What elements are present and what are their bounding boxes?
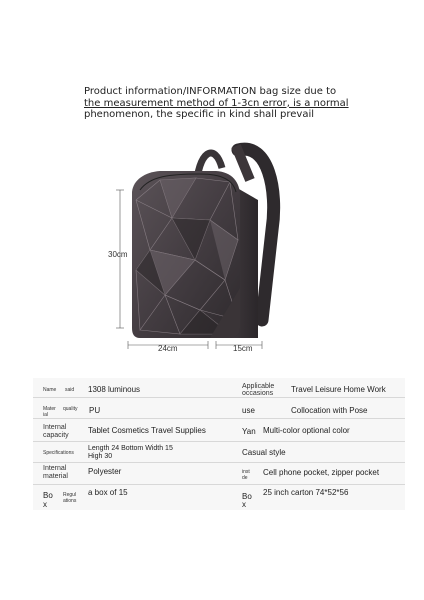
notice-line-1: Product information/INFORMATION bag size due to: [84, 86, 337, 97]
label-ations: ations: [63, 498, 77, 504]
value-pockets: Cell phone pocket, zipper pocket: [263, 468, 380, 477]
value-capacity: Tablet Cosmetics Travel Supplies: [88, 426, 206, 435]
value-color: Multi-color optional color: [263, 426, 350, 435]
notice-line-3: phenomenon, the specific in kind shall prevail: [84, 109, 315, 120]
value-internal-material: Polyester: [88, 467, 122, 476]
label-ial: ial: [43, 412, 49, 418]
spec-table: [33, 378, 405, 510]
label-de: de: [242, 475, 248, 481]
value-size-2: High 30: [88, 453, 113, 460]
label-box: Bo: [43, 491, 53, 500]
label-occasions: occasions: [242, 390, 274, 397]
label-material: material: [43, 473, 68, 480]
dimension-depth: 15cm: [233, 344, 253, 353]
backpack-photo: [0, 120, 424, 360]
spec-row-specifications: [33, 442, 405, 463]
label-yan: Yan: [242, 427, 256, 436]
value-name: 1308 luminous: [88, 385, 141, 394]
label-box-x: x: [43, 500, 47, 509]
spec-row-internal-material: [33, 463, 405, 485]
label-name: Name: [43, 387, 57, 393]
label-internal: Internal: [43, 424, 67, 431]
value-occasions: Travel Leisure Home Work: [291, 385, 386, 394]
spec-row-capacity: [33, 419, 405, 442]
spec-row-material: [33, 398, 405, 419]
value-material: PU: [89, 406, 101, 415]
label-capacity: capacity: [43, 432, 69, 439]
value-use: Collocation with Pose: [291, 406, 368, 415]
label-box-2-x: x: [242, 500, 246, 509]
label-regul: Regul: [63, 492, 77, 498]
spec-row-name: [33, 378, 405, 398]
label-use: use: [242, 406, 255, 415]
value-carton: 25 inch carton 74*52*56: [263, 488, 349, 497]
value-box: a box of 15: [88, 488, 128, 497]
label-mater: Mater: [43, 406, 56, 412]
value-style: Casual style: [242, 448, 286, 457]
dimension-height: 30cm: [108, 250, 128, 259]
product-notice: [84, 86, 364, 121]
label-inst: inst: [242, 469, 250, 475]
label-specifications: Specifications: [43, 450, 74, 456]
label-quality: quality: [63, 406, 78, 412]
label-said: said: [65, 387, 75, 393]
dimension-width: 24cm: [158, 344, 178, 353]
value-size-1: Length 24 Bottom Width 15: [88, 445, 173, 452]
label-box-2: Bo: [242, 492, 252, 501]
label-internal-2: Internal: [43, 465, 67, 472]
spec-row-box: [33, 485, 405, 510]
notice-line-2: the measurement method of 1-3cn error, is a normal: [84, 97, 349, 109]
label-applicable: Applicable: [242, 383, 275, 390]
